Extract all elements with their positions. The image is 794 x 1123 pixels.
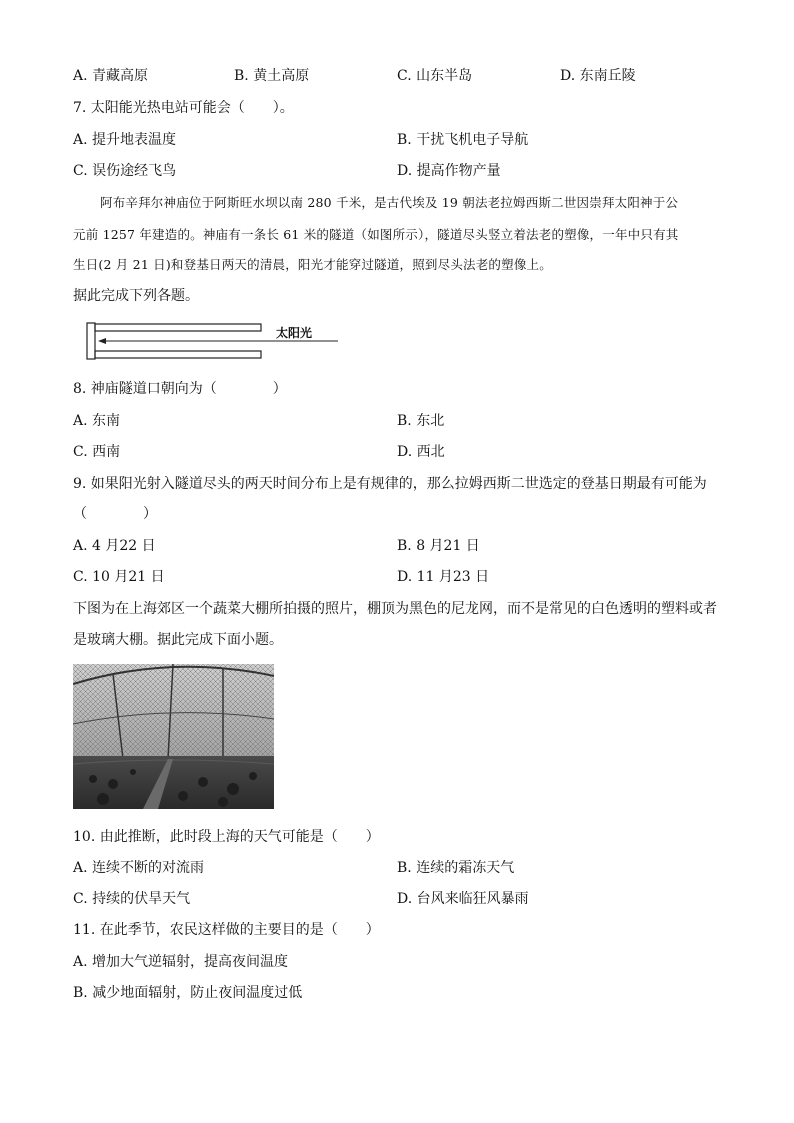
q10-option-d: D. 台风来临狂风暴雨 — [397, 891, 529, 907]
q6-option-b: B. 黄土高原 — [234, 68, 310, 84]
diagram-label-sunlight: 太阳光 — [276, 326, 313, 340]
q11-stem: 11. 在此季节，农民这样做的主要目的是（ ） — [73, 922, 380, 938]
q10-stem: 10. 由此推断，此时段上海的天气可能是（ ） — [73, 829, 380, 845]
q6-option-a: A. 青藏高原 — [73, 68, 149, 84]
q8-option-c: C. 西南 — [73, 444, 121, 460]
q7-stem: 7. 太阳能光热电站可能会（ ）。 — [73, 100, 294, 116]
q8-option-b: B. 东北 — [397, 413, 445, 429]
q11-option-b: B. 减少地面辐射，防止夜间温度过低 — [73, 985, 303, 1001]
sunlight-arrowhead — [98, 338, 106, 344]
q9-stem: 9. 如果阳光射入隧道尽头的两天时间分布上是有规律的，那么拉姆西斯二世选定的登基日期最有可能为 — [73, 476, 707, 492]
q7-option-a: A. 提升地表温度 — [73, 132, 177, 148]
intro2-line-2: 是玻璃大棚。据此完成下面小题。 — [73, 632, 283, 648]
tunnel-end-wall — [87, 323, 95, 359]
q8-option-a: A. 东南 — [73, 413, 121, 429]
q8-option-d: D. 西北 — [397, 444, 445, 460]
q9-option-c: C. 10 月21 日 — [73, 569, 165, 585]
q7-option-c: C. 误伤途经飞鸟 — [73, 163, 177, 179]
q6-option-d: D. 东南丘陵 — [560, 68, 636, 84]
intro2-line-1: 下图为在上海郊区一个蔬菜大棚所拍摄的照片，棚顶为黑色的尼龙网，而不是常见的白色透明的塑料或者 — [73, 601, 717, 617]
q10-option-b: B. 连续的霜冻天气 — [397, 860, 515, 876]
passage-instruction: 据此完成下列各题。 — [73, 288, 199, 304]
greenhouse-photo — [73, 664, 274, 809]
q10-option-c: C. 持续的伏旱天气 — [73, 891, 191, 907]
tunnel-lower-wall — [95, 351, 261, 358]
q9-stem-blank: （ ） — [73, 506, 157, 522]
tunnel-upper-wall — [95, 324, 261, 331]
passage-line-2: 元前 1257 年建造的。神庙有一条长 61 米的隧道（如图所示），隧道尽头竖立着法老的塑像，一年中只有其 — [73, 227, 679, 242]
q6-option-c: C. 山东半岛 — [397, 68, 473, 84]
q10-option-a: A. 连续不断的对流雨 — [73, 860, 205, 876]
passage-line-1: 阿布辛拜尔神庙位于阿斯旺水坝以南 280 千米，是古代埃及 19 朝法老拉姆西斯二世因崇拜太阳神于公 — [100, 195, 679, 210]
tunnel-diagram — [86, 322, 342, 360]
q8-stem: 8. 神庙隧道口朝向为（ ） — [73, 381, 287, 397]
q11-option-a: A. 增加大气逆辐射，提高夜间温度 — [73, 954, 289, 970]
q7-option-d: D. 提高作物产量 — [397, 163, 501, 179]
q9-option-d: D. 11 月23 日 — [397, 569, 490, 585]
passage-line-3: 生日(2 月 21 日)和登基日两天的清晨，阳光才能穿过隧道，照到尽头法老的塑像上。 — [73, 257, 552, 272]
q9-option-b: B. 8 月21 日 — [397, 538, 480, 554]
q7-option-b: B. 干扰飞机电子导航 — [397, 132, 529, 148]
q9-option-a: A. 4 月22 日 — [73, 538, 156, 554]
